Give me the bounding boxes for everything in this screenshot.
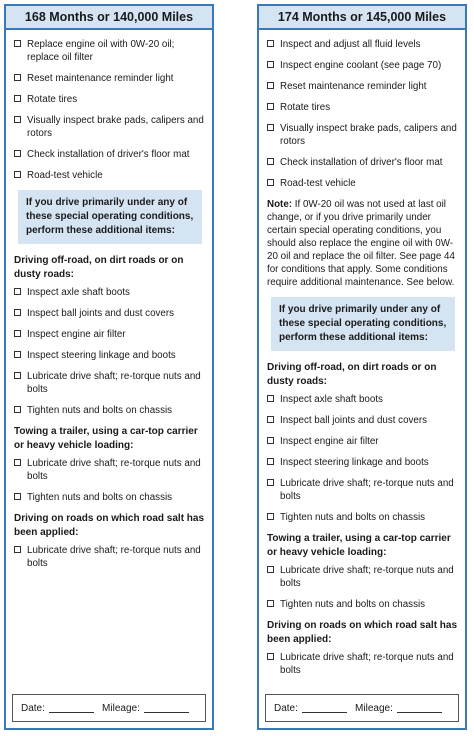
maintenance-card-168 [4,4,214,730]
mileage-field[interactable] [144,703,189,713]
checklist-item: Check installation of driver's floor mat [14,148,206,161]
checklist-item: Tighten nuts and bolts on chassis [14,404,206,417]
checkbox[interactable] [267,566,274,573]
checklist-item: Replace engine oil with 0W-20 oil; replace oil filter [14,38,206,64]
checkbox[interactable] [267,437,274,444]
checklist-item: Inspect ball joints and dust covers [14,307,206,320]
checkbox[interactable] [267,600,274,607]
checklist-item: Lubricate drive shaft; re-torque nuts and bolts [14,370,206,396]
checklist-item: Tighten nuts and bolts on chassis [14,491,206,504]
date-field[interactable] [302,703,347,713]
checkbox[interactable] [14,493,21,500]
date-mileage-footer [12,694,206,722]
checklist-item: Lubricate drive shaft; re-torque nuts and bolts [267,477,459,503]
road-salt-heading: Driving on roads on which road salt has been applied: [267,620,458,645]
mileage-label: Mileage: [102,702,140,714]
oil-note [267,198,459,289]
checklist-item: Road-test vehicle [267,177,459,190]
date-mileage-footer [265,694,459,722]
date-label: Date: [274,702,298,714]
checkbox[interactable] [14,546,21,553]
checklist-item: Inspect steering linkage and boots [267,456,459,469]
checkbox[interactable] [14,459,21,466]
checkbox[interactable] [267,103,274,110]
checkbox[interactable] [14,40,21,47]
checklist-item: Inspect engine air filter [267,435,459,448]
special-conditions-callout: If you drive primarily under any of these special operating conditions, perform these additional items: [271,297,455,351]
special-conditions-callout: If you drive primarily under any of these special operating conditions, perform these additional items: [18,190,202,244]
note-text: If 0W-20 oil was not used at last oil change, or if you drive primarily under certain special operating conditions, you should also replace the engine oil with 0W-20 oil and replace the oil filter. See page 44 for conditions that apply. Some conditions require additional maintenance. See below. [267,199,455,288]
checkbox[interactable] [14,171,21,178]
card-body [259,30,465,677]
checkbox[interactable] [267,40,274,47]
checkbox[interactable] [267,513,274,520]
maintenance-card-174 [257,4,467,730]
mileage-label: Mileage: [355,702,393,714]
note-label: Note: [267,199,293,210]
checklist-item: Inspect engine air filter [14,328,206,341]
checkbox[interactable] [267,416,274,423]
checkbox[interactable] [14,351,21,358]
checklist-item: Inspect axle shaft boots [14,286,206,299]
checklist-item: Rotate tires [14,93,206,106]
checkbox[interactable] [267,124,274,131]
checklist-item: Reset maintenance reminder light [14,72,206,85]
checklist-item: Visually inspect brake pads, calipers and rotors [267,122,459,148]
offroad-heading: Driving off-road, on dirt roads or on dusty roads: [267,362,437,387]
checklist-item: Road-test vehicle [14,169,206,182]
card-body [6,30,212,570]
checklist-item: Lubricate drive shaft; re-torque nuts and bolts [14,457,206,483]
checkbox[interactable] [267,395,274,402]
checkbox[interactable] [14,150,21,157]
checklist-item: Reset maintenance reminder light [267,80,459,93]
towing-heading: Towing a trailer, using a car-top carrier or heavy vehicle loading: [14,426,198,451]
date-label: Date: [21,702,45,714]
checkbox[interactable] [14,372,21,379]
checklist-item: Visually inspect brake pads, calipers and rotors [14,114,206,140]
towing-heading: Towing a trailer, using a car-top carrier or heavy vehicle loading: [267,533,451,558]
mileage-field[interactable] [397,703,442,713]
checklist-item: Rotate tires [267,101,459,114]
checkbox[interactable] [14,330,21,337]
checkbox[interactable] [14,288,21,295]
checklist-item: Tighten nuts and bolts on chassis [267,598,459,611]
checklist-item: Lubricate drive shaft; re-torque nuts and bolts [267,651,459,677]
checklist-item: Inspect engine coolant (see page 70) [267,59,459,72]
checkbox[interactable] [14,95,21,102]
date-field[interactable] [49,703,94,713]
checkbox[interactable] [14,309,21,316]
checkbox[interactable] [267,479,274,486]
checklist-item: Inspect and adjust all fluid levels [267,38,459,51]
checkbox[interactable] [267,653,274,660]
checkbox[interactable] [267,158,274,165]
checklist-item: Tighten nuts and bolts on chassis [267,511,459,524]
checklist-item: Check installation of driver's floor mat [267,156,459,169]
checklist-item: Inspect steering linkage and boots [14,349,206,362]
checkbox[interactable] [14,116,21,123]
road-salt-heading: Driving on roads on which road salt has been applied: [14,513,205,538]
offroad-heading: Driving off-road, on dirt roads or on dusty roads: [14,255,184,280]
checklist-item: Lubricate drive shaft; re-torque nuts and bolts [14,544,206,570]
card-title: 168 Months or 140,000 Miles [6,6,212,30]
checkbox[interactable] [14,406,21,413]
checklist-item: Lubricate drive shaft; re-torque nuts and bolts [267,564,459,590]
checkbox[interactable] [267,458,274,465]
checklist-item: Inspect axle shaft boots [267,393,459,406]
checkbox[interactable] [267,82,274,89]
checkbox[interactable] [267,61,274,68]
card-title: 174 Months or 145,000 Miles [259,6,465,30]
checkbox[interactable] [14,74,21,81]
checkbox[interactable] [267,179,274,186]
checklist-item: Inspect ball joints and dust covers [267,414,459,427]
